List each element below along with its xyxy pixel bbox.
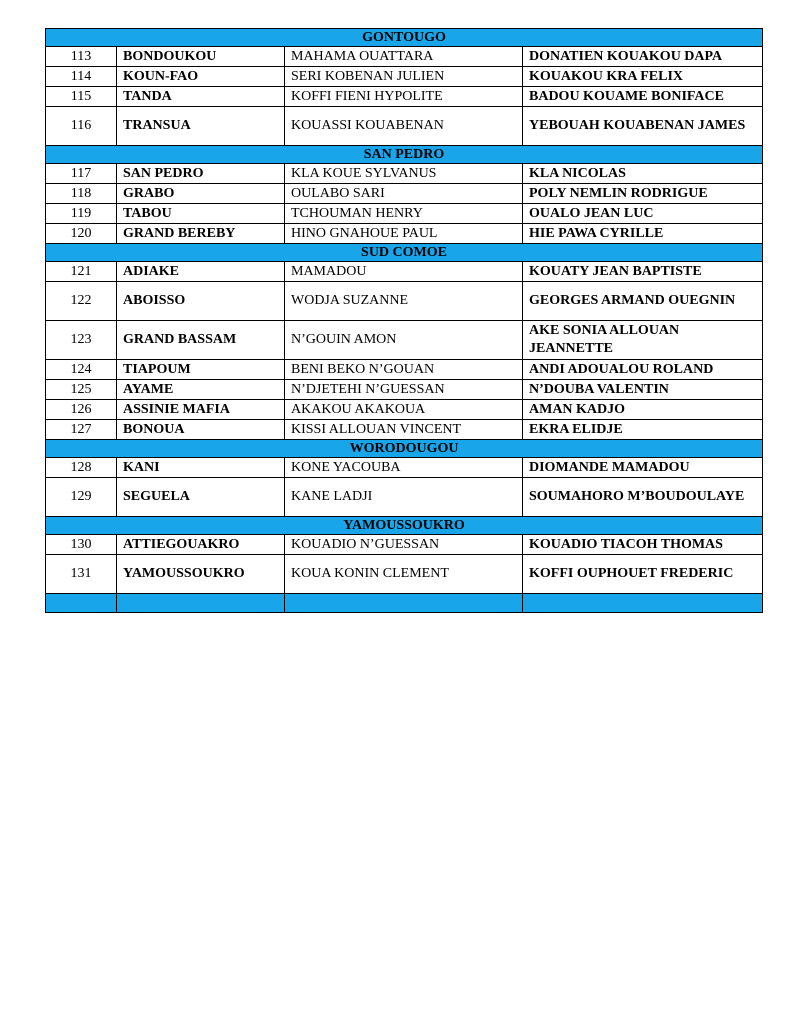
table-row (46, 184, 763, 204)
results-table (45, 28, 763, 613)
region-header-row (46, 244, 763, 262)
commune-cell: TANDA (117, 87, 285, 107)
region-name: YAMOUSSOUKRO (46, 517, 763, 535)
candidate-cell: HINO GNAHOUE PAUL (285, 224, 523, 244)
table-row (46, 458, 763, 478)
commune-cell: TABOU (117, 204, 285, 224)
candidate-cell: KOUA KONIN CLEMENT (285, 555, 523, 594)
row-number-cell: 129 (46, 478, 117, 517)
candidate-cell: TCHOUMAN HENRY (285, 204, 523, 224)
winner-cell: KOFFI OUPHOUET FREDERIC (523, 555, 763, 594)
region-header-row (46, 146, 763, 164)
candidate-cell: KOUADIO N’GUESSAN (285, 535, 523, 555)
candidate-cell: KONE YACOUBA (285, 458, 523, 478)
candidate-cell: BENI BEKO N’GOUAN (285, 360, 523, 380)
commune-cell: BONDOUKOU (117, 47, 285, 67)
table-row (46, 400, 763, 420)
row-number-cell: 122 (46, 282, 117, 321)
row-number-cell: 123 (46, 321, 117, 360)
empty-cell (117, 594, 285, 613)
row-number-cell: 117 (46, 164, 117, 184)
blank-footer-row (46, 594, 763, 613)
table-row (46, 47, 763, 67)
winner-cell: ANDI ADOUALOU ROLAND (523, 360, 763, 380)
row-number-cell: 124 (46, 360, 117, 380)
commune-cell: GRAND BEREBY (117, 224, 285, 244)
row-number-cell: 119 (46, 204, 117, 224)
candidate-cell: SERI KOBENAN JULIEN (285, 67, 523, 87)
winner-cell: DONATIEN KOUAKOU DAPA (523, 47, 763, 67)
candidate-cell: MAMADOU (285, 262, 523, 282)
commune-cell: GRABO (117, 184, 285, 204)
row-number-cell: 127 (46, 420, 117, 440)
table-row (46, 282, 763, 321)
commune-cell: TRANSUA (117, 107, 285, 146)
table-row (46, 224, 763, 244)
candidate-cell: KOFFI FIENI HYPOLITE (285, 87, 523, 107)
region-name: SAN PEDRO (46, 146, 763, 164)
winner-cell: GEORGES ARMAND OUEGNIN (523, 282, 763, 321)
table-row (46, 535, 763, 555)
candidate-cell: N’GOUIN AMON (285, 321, 523, 360)
region-name: WORODOUGOU (46, 440, 763, 458)
commune-cell: SAN PEDRO (117, 164, 285, 184)
table-row (46, 555, 763, 594)
table-row (46, 67, 763, 87)
empty-cell (46, 594, 117, 613)
commune-cell: KANI (117, 458, 285, 478)
row-number-cell: 116 (46, 107, 117, 146)
empty-cell (285, 594, 523, 613)
winner-cell: DIOMANDE MAMADOU (523, 458, 763, 478)
candidate-cell: OULABO SARI (285, 184, 523, 204)
table-row (46, 204, 763, 224)
commune-cell: SEGUELA (117, 478, 285, 517)
table-row (46, 478, 763, 517)
winner-cell: KOUATY JEAN BAPTISTE (523, 262, 763, 282)
winner-cell: KLA NICOLAS (523, 164, 763, 184)
candidate-cell: KISSI ALLOUAN VINCENT (285, 420, 523, 440)
commune-cell: YAMOUSSOUKRO (117, 555, 285, 594)
commune-cell: ABOISSO (117, 282, 285, 321)
winner-cell: AMAN KADJO (523, 400, 763, 420)
table-row (46, 420, 763, 440)
region-header-row (46, 29, 763, 47)
table-row (46, 321, 763, 360)
candidate-cell: KANE LADJI (285, 478, 523, 517)
winner-cell: AKE SONIA ALLOUAN JEANNETTE (523, 321, 763, 360)
row-number-cell: 126 (46, 400, 117, 420)
table-row (46, 380, 763, 400)
row-number-cell: 121 (46, 262, 117, 282)
winner-cell: YEBOUAH KOUABENAN JAMES (523, 107, 763, 146)
commune-cell: BONOUA (117, 420, 285, 440)
candidate-cell: KOUASSI KOUABENAN (285, 107, 523, 146)
region-header-row (46, 517, 763, 535)
commune-cell: KOUN-FAO (117, 67, 285, 87)
row-number-cell: 130 (46, 535, 117, 555)
winner-cell: KOUAKOU KRA FELIX (523, 67, 763, 87)
row-number-cell: 120 (46, 224, 117, 244)
commune-cell: ASSINIE MAFIA (117, 400, 285, 420)
winner-cell: POLY NEMLIN RODRIGUE (523, 184, 763, 204)
region-name: SUD COMOE (46, 244, 763, 262)
row-number-cell: 128 (46, 458, 117, 478)
region-header-row (46, 440, 763, 458)
table-row (46, 87, 763, 107)
empty-cell (523, 594, 763, 613)
commune-cell: AYAME (117, 380, 285, 400)
row-number-cell: 114 (46, 67, 117, 87)
candidate-cell: AKAKOU AKAKOUA (285, 400, 523, 420)
results-table-body (46, 29, 763, 613)
commune-cell: ADIAKE (117, 262, 285, 282)
row-number-cell: 125 (46, 380, 117, 400)
winner-cell: KOUADIO TIACOH THOMAS (523, 535, 763, 555)
table-row (46, 107, 763, 146)
winner-cell: HIE PAWA CYRILLE (523, 224, 763, 244)
commune-cell: GRAND BASSAM (117, 321, 285, 360)
row-number-cell: 131 (46, 555, 117, 594)
winner-cell: SOUMAHORO M’BOUDOULAYE (523, 478, 763, 517)
table-row (46, 360, 763, 380)
candidate-cell: MAHAMA OUATTARA (285, 47, 523, 67)
region-name: GONTOUGO (46, 29, 763, 47)
table-row (46, 262, 763, 282)
winner-cell: EKRA ELIDJE (523, 420, 763, 440)
row-number-cell: 115 (46, 87, 117, 107)
candidate-cell: KLA KOUE SYLVANUS (285, 164, 523, 184)
row-number-cell: 113 (46, 47, 117, 67)
winner-cell: OUALO JEAN LUC (523, 204, 763, 224)
winner-cell: BADOU KOUAME BONIFACE (523, 87, 763, 107)
commune-cell: ATTIEGOUAKRO (117, 535, 285, 555)
table-row (46, 164, 763, 184)
commune-cell: TIAPOUM (117, 360, 285, 380)
candidate-cell: WODJA SUZANNE (285, 282, 523, 321)
row-number-cell: 118 (46, 184, 117, 204)
winner-cell: N’DOUBA VALENTIN (523, 380, 763, 400)
candidate-cell: N’DJETEHI N’GUESSAN (285, 380, 523, 400)
